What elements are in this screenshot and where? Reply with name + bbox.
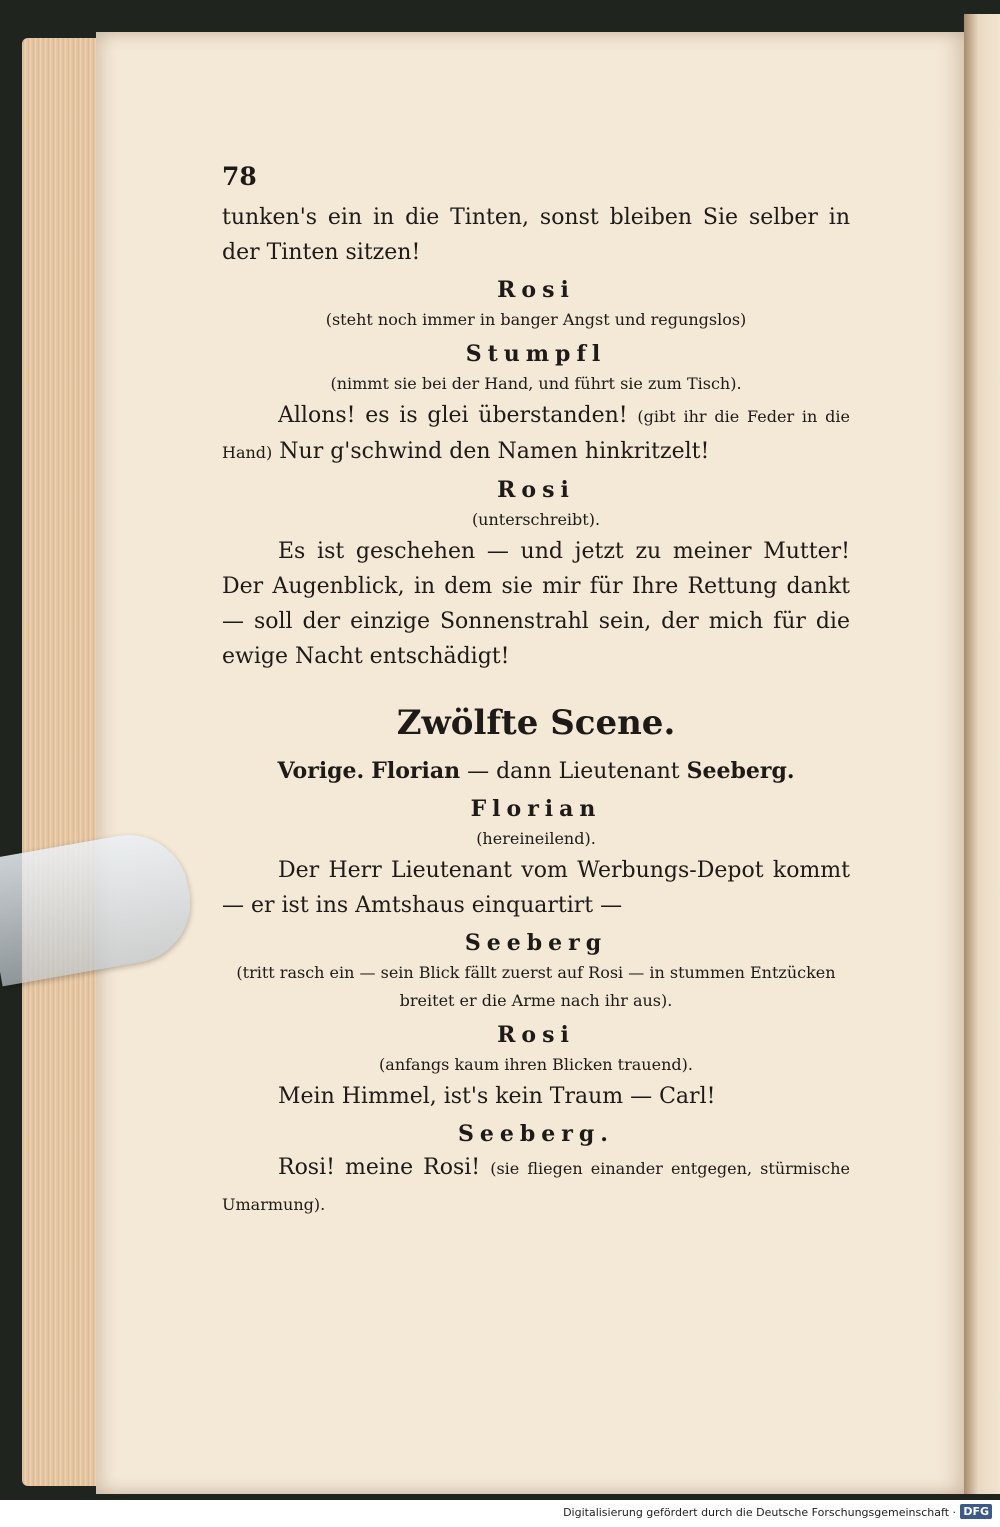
paragraph: tunken's ein in die Tinten, sonst bleiben Sie selber in der Tinten sitzen! <box>222 205 850 265</box>
stage-direction: (hereineilend). <box>476 829 596 848</box>
next-page-edge <box>964 14 1000 1494</box>
speaker-name: Seeberg. <box>458 1121 614 1147</box>
stage-direction: (nimmt sie bei der Hand, und führt sie zum Tisch). <box>330 374 742 393</box>
cast-name: Seeberg. <box>686 758 795 784</box>
speaker-name: Rosi <box>497 277 575 303</box>
inline-stage-direction: (sie fliegen einander entgegen, stürmische Umarmung). <box>222 1159 851 1214</box>
speaker-name: Seeberg <box>464 930 608 956</box>
speaker-name: Rosi <box>497 1022 575 1048</box>
page-text <box>222 160 850 1222</box>
paragraph: Mein Himmel, ist's kein Traum — Carl! <box>278 1084 716 1109</box>
stage-direction: (steht noch immer in banger Angst und regungslos) <box>325 310 747 329</box>
dialogue-text: Nur g'schwind den Namen hinkritzelt! <box>279 439 710 464</box>
cast-name: Florian <box>371 758 461 784</box>
paragraph <box>222 398 850 470</box>
stage-direction: (tritt rasch ein — sein Blick fällt zuerst auf Rosi — in stummen Entzücken breitet er die Arme nach ihr aus). <box>236 963 836 1010</box>
digitization-credit: Digitalisierung gefördert durch die Deutsche Forschungsgemeinschaft · <box>563 1506 956 1519</box>
scene-cast <box>222 754 850 789</box>
speaker-name: Stumpfl <box>465 341 607 367</box>
dialogue-text: Allons! es is glei überstanden! <box>278 403 628 428</box>
inline-stage-direction: (gibt ihr die Feder in die Hand) <box>222 407 851 462</box>
paragraph: Es ist geschehen — und jetzt zu meiner Mutter! Der Augenblick, in dem sie mir für Ihre Rettung dankt — soll der einzige Sonnenstrahl sein, der mich für die ewige Nacht entschädigt! <box>222 539 850 669</box>
paragraph: Der Herr Lieutenant vom Werbungs-Depot kommt — er ist ins Amtshaus einquartirt — <box>222 858 850 918</box>
speaker-name: Florian <box>470 796 602 822</box>
cast-name: Vorige. <box>277 758 365 784</box>
dfg-logo: DFG <box>960 1504 992 1519</box>
paragraph <box>222 1150 850 1222</box>
cast-text: — dann Lieutenant <box>467 759 680 784</box>
stage-direction: (unterschreibt). <box>471 510 601 529</box>
scene-title: Zwölfte Scene. <box>396 703 676 743</box>
stage-direction: (anfangs kaum ihren Blicken trauend). <box>379 1055 693 1074</box>
page-number: 78 <box>222 162 257 191</box>
dialogue-text: Rosi! meine Rosi! <box>278 1155 481 1180</box>
speaker-name: Rosi <box>497 477 575 503</box>
